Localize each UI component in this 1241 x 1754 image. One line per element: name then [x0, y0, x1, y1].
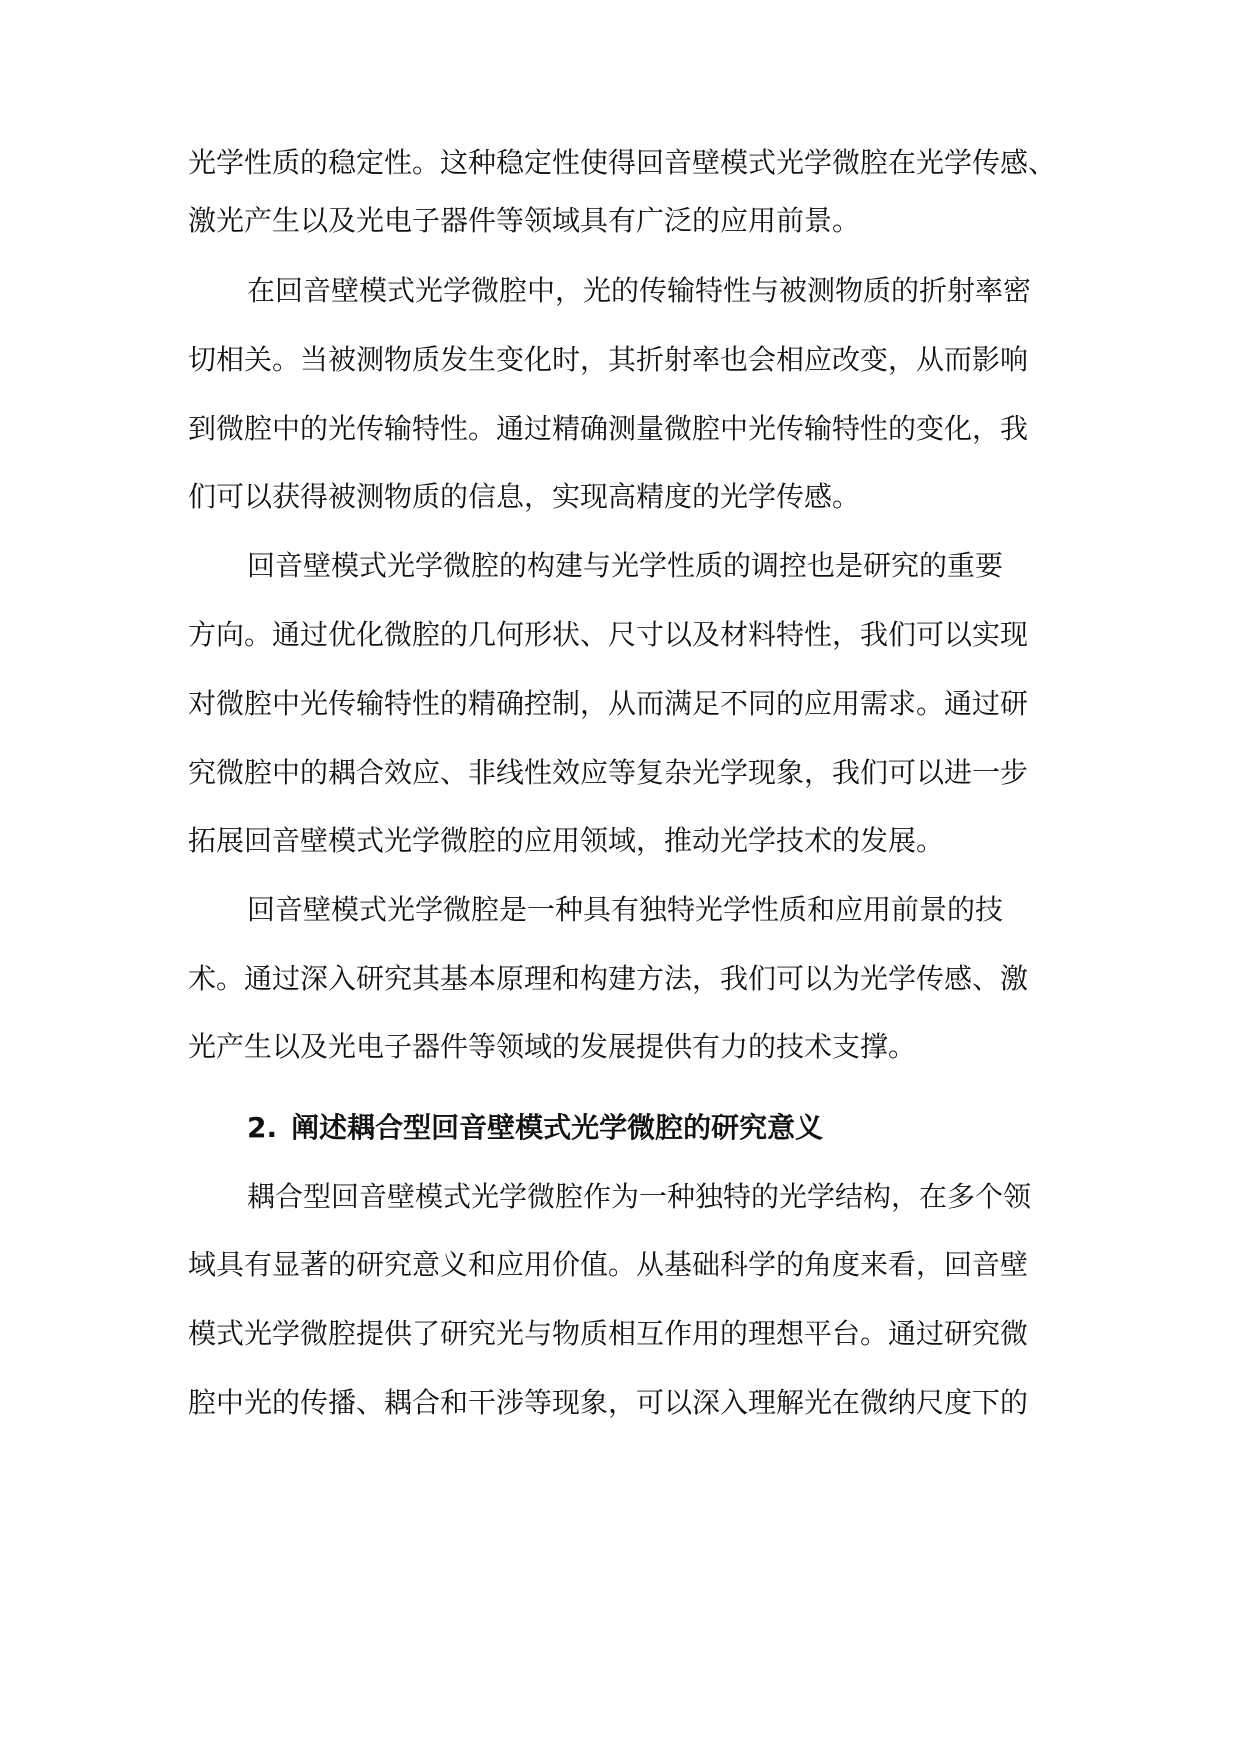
- paragraph-2-line-3: 到微腔中的光传输特性。通过精确测量微腔中光传输特性的变化，我: [188, 412, 1029, 445]
- section-heading-title: 阐述耦合型回音壁模式光学微腔的研究意义: [291, 1111, 824, 1144]
- paragraph-3-line-1: 回音壁模式光学微腔的构建与光学性质的调控也是研究的重要: [247, 549, 1004, 582]
- paragraph-3-line-3: 对微腔中光传输特性的精确控制，从而满足不同的应用需求。通过研: [188, 687, 1029, 720]
- section-paragraph-line-4: 腔中光的传播、耦合和干涉等现象，可以深入理解光在微纳尺度下的: [188, 1386, 1029, 1419]
- paragraph-1-line-1: 光学性质的稳定性。这种稳定性使得回音壁模式光学微腔在光学传感、: [188, 146, 1057, 179]
- section-paragraph-line-3: 模式光学微腔提供了研究光与物质相互作用的理想平台。通过研究微: [188, 1317, 1029, 1350]
- paragraph-2-line-2: 切相关。当被测物质发生变化时，其折射率也会相应改变，从而影响: [188, 343, 1029, 376]
- section-paragraph-line-1: 耦合型回音壁模式光学微腔作为一种独特的光学结构，在多个领: [247, 1180, 1032, 1213]
- paragraph-3-line-4: 究微腔中的耦合效应、非线性效应等复杂光学现象，我们可以进一步: [188, 756, 1029, 789]
- paragraph-2-line-1: 在回音壁模式光学微腔中，光的传输特性与被测物质的折射率密: [247, 274, 1032, 307]
- paragraph-3-line-5: 拓展回音壁模式光学微腔的应用领域，推动光学技术的发展。: [188, 824, 945, 857]
- paragraph-4-line-2: 术。通过深入研究其基本原理和构建方法，我们可以为光学传感、激: [188, 962, 1029, 995]
- paragraph-2-line-4: 们可以获得被测物质的信息，实现高精度的光学传感。: [188, 480, 861, 513]
- paragraph-3-line-2: 方向。通过优化微腔的几何形状、尺寸以及材料特性，我们可以实现: [188, 618, 1029, 651]
- paragraph-4-line-3: 光产生以及光电子器件等领域的发展提供有力的技术支撑。: [188, 1030, 917, 1063]
- section-heading-number: 2.: [247, 1111, 278, 1144]
- section-paragraph-line-2: 域具有显著的研究意义和应用价值。从基础科学的角度来看，回音壁: [188, 1248, 1029, 1281]
- paragraph-4-line-1: 回音壁模式光学微腔是一种具有独特光学性质和应用前景的技: [247, 893, 1004, 926]
- paragraph-1-line-2: 激光产生以及光电子器件等领域具有广泛的应用前景。: [188, 204, 861, 237]
- section-heading: [247, 1103, 823, 1153]
